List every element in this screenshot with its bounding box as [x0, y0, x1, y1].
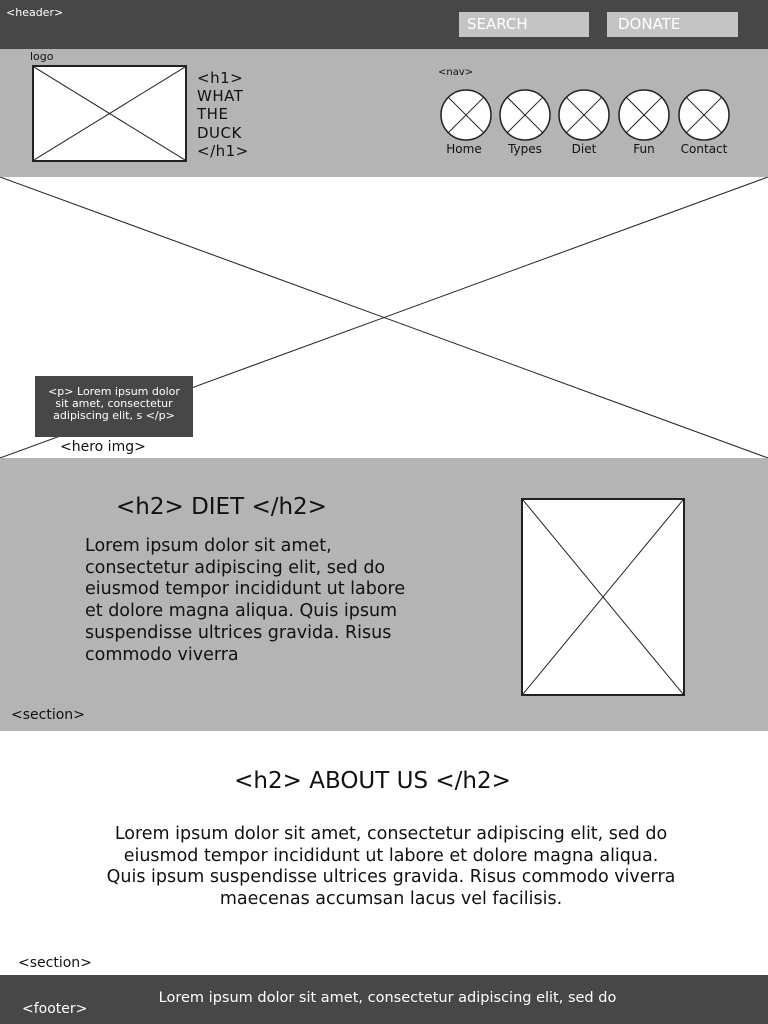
site-title — [197, 69, 249, 160]
h1-close-tag: </h1> — [197, 141, 249, 160]
about-paragraph: Lorem ipsum dolor sit amet, consectetur adipiscing elit, sed do eiusmod tempor incididunt ut labore et dolore magna aliqua. Quis ipsum suspendisse ultrices gravida. Risus commodo viverra maecenas accumsan lacus vel facilisis. — [106, 824, 676, 910]
placeholder-x-icon — [523, 500, 683, 694]
h1-open-tag: <h1> — [197, 69, 244, 87]
logo-placeholder[interactable] — [32, 65, 187, 162]
diet-heading: <h2> DIET </h2> — [116, 494, 327, 520]
donate-button[interactable]: DONATE — [607, 12, 738, 37]
nav-diet-icon[interactable] — [557, 89, 611, 141]
nav-item-fun[interactable]: Fun — [633, 142, 655, 156]
title-word-what: WHAT — [197, 87, 244, 106]
logo-tag-label: logo — [30, 50, 54, 63]
nav-item-home[interactable]: Home — [446, 142, 482, 156]
nav-item-types[interactable]: Types — [508, 142, 542, 156]
title-word-duck: DUCK — [197, 123, 242, 142]
search-button[interactable]: SEARCH — [459, 12, 589, 37]
footer-tag-label: <footer> — [22, 1001, 88, 1017]
nav-fun-icon[interactable] — [617, 89, 671, 141]
section-tag-label: <section> — [18, 955, 92, 971]
diet-paragraph: Lorem ipsum dolor sit amet, consectetur adipiscing elit, sed do eiusmod tempor incididunt ut labore et dolore magna aliqua. Quis ipsum suspendisse ultrices gravida. Risus commodo viverra — [85, 536, 406, 665]
nav-tag-label: <nav> — [438, 67, 474, 78]
section-tag-label: <section> — [11, 707, 85, 723]
nav-item-diet[interactable]: Diet — [571, 142, 597, 156]
hero-tag-label: <hero img> — [60, 439, 146, 455]
diet-image-placeholder — [521, 498, 685, 696]
title-word-the: THE — [197, 105, 229, 124]
hero-caption: <p> Lorem ipsum dolor sit amet, consectetur adipiscing elit, s </p> — [35, 376, 193, 437]
nav-item-contact[interactable]: Contact — [680, 142, 728, 156]
footer-text: Lorem ipsum dolor sit amet, consectetur adipiscing elit, sed do — [158, 990, 617, 1006]
nav-home-icon[interactable] — [439, 89, 493, 141]
nav-types-icon[interactable] — [498, 89, 552, 141]
nav-contact-icon[interactable] — [677, 89, 731, 141]
placeholder-x-icon — [34, 67, 185, 160]
header-tag-label: <header> — [6, 6, 64, 19]
about-heading: <h2> ABOUT US </h2> — [234, 768, 511, 794]
